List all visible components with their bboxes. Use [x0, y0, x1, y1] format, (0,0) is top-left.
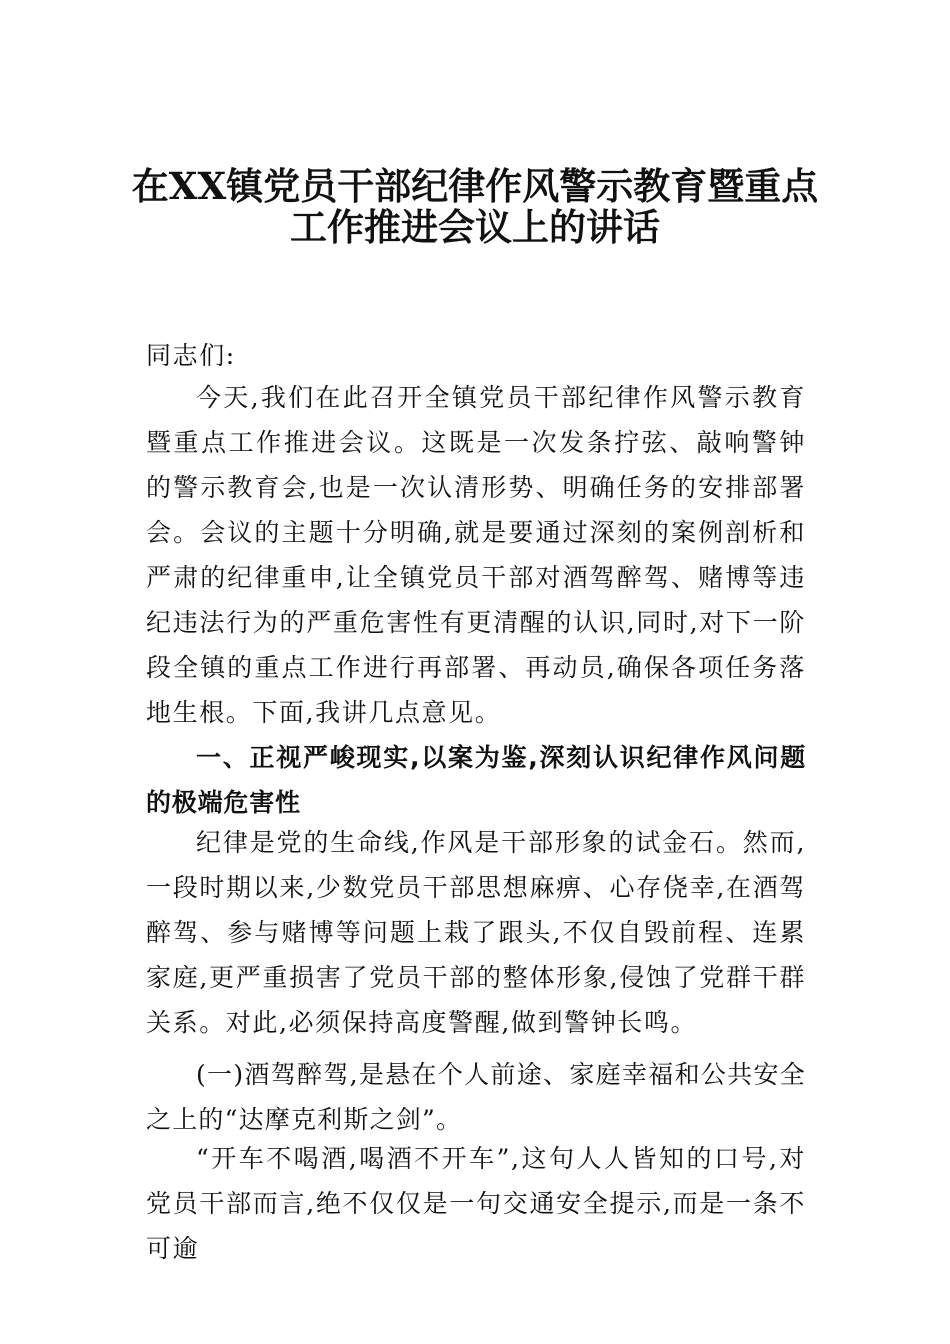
subsection-heading-1: (一)酒驾醉驾,是悬在个人前途、家庭幸福和公共安全之上的“达摩克利斯之剑”。: [146, 1060, 806, 1134]
paragraph-drunk-driving: “开车不喝酒,喝酒不开车”,这句人人皆知的口号,对党员干部而言,绝不仅仅是一句交通安全提示,而是一条不可逾: [146, 1144, 806, 1263]
document-title-line-1: 在XX镇党员干部纪律作风警示教育暨重点: [131, 164, 819, 208]
paragraph-discipline: 纪律是党的生命线,作风是干部形象的试金石。然而,一段时期以来,少数党员干部思想麻痹、心存侥幸,在酒驾醉驾、参与赌博等问题上栽了跟头,不仅自毁前程、连累家庭,更严重损害了党员干部的整体形象,侵蚀了党群干群关系。对此,必须保持高度警醒,做到警钟长鸣。: [146, 828, 806, 1037]
section-heading-1: 一、正视严峻现实,以案为鉴,深刻认识纪律作风问题的极端危害性: [146, 743, 806, 817]
paragraph-opening: 今天,我们在此召开全镇党员干部纪律作风警示教育暨重点工作推进会议。这既是一次发条拧弦、敲响警钟的警示教育会,也是一次认清形势、明确任务的安排部署会。会议的主题十分明确,就是要通过深刻的案例剖析和严肃的纪律重申,让全镇党员干部对酒驾醉驾、赌博等违纪违法行为的严重危害性有更清醒的认识,同时,对下一阶段全镇的重点工作进行再部署、再动员,确保各项任务落地生根。下面,我讲几点意见。: [146, 383, 806, 727]
document-title-line-2: 工作推进会议上的讲话: [290, 205, 660, 249]
salutation: 同志们:: [146, 341, 236, 370]
